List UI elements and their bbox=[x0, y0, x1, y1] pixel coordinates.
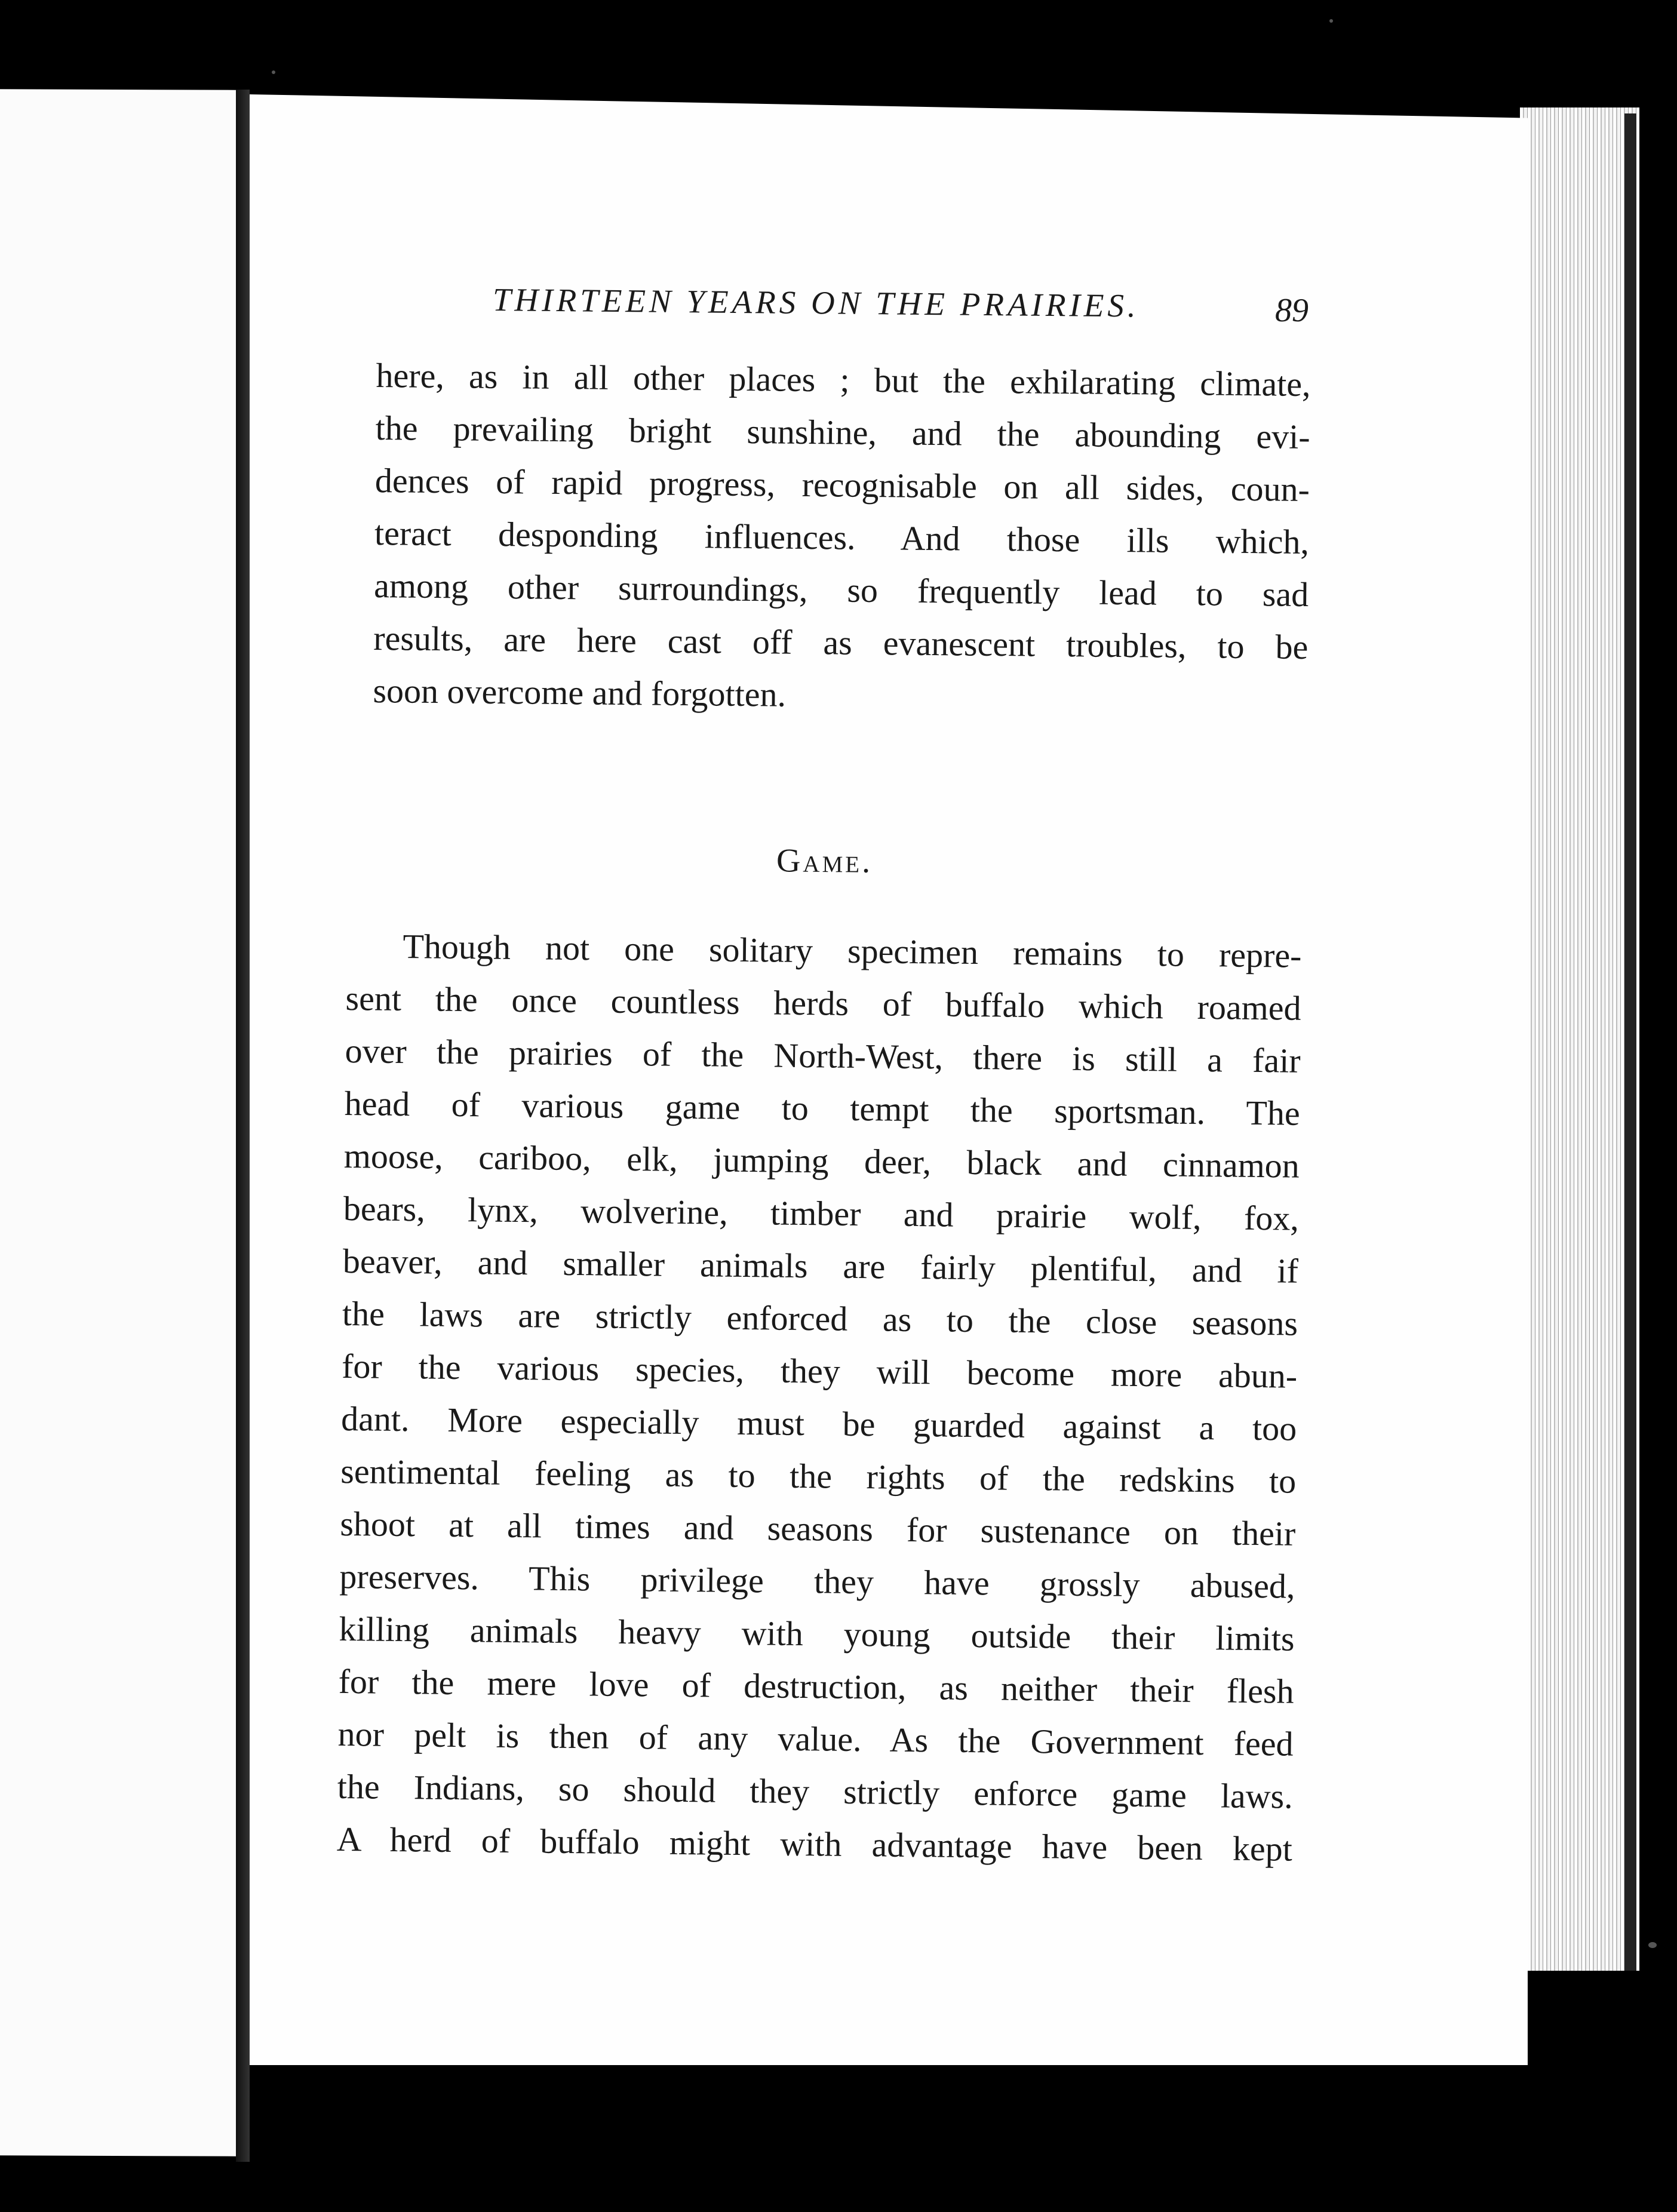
text-line: the prevailing bright sunshine, and the abounding evi- bbox=[375, 408, 1310, 457]
text-line: Though not one solitary specimen remains to repre- bbox=[403, 926, 1302, 975]
text-line: bears, lynx, wolverine, timber and prairie wolf, fox, bbox=[343, 1188, 1300, 1238]
text-line: dant. More especially must be guarded against a too bbox=[340, 1399, 1297, 1448]
text-line: teract desponding influences. And those ills which, bbox=[374, 513, 1310, 562]
text-line: A herd of buffalo might with advantage have been kept bbox=[336, 1819, 1293, 1869]
running-head: THIRTEEN YEARS ON THE PRAIRIES. bbox=[492, 281, 1140, 324]
text-line: sent the once countless herds of buffalo which roamed bbox=[345, 978, 1301, 1028]
text-line: sentimental feeling as to the rights of the redskins to bbox=[340, 1451, 1297, 1501]
text-line: over the prairies of the North-West, there is still a fair bbox=[345, 1031, 1301, 1080]
text-line: here, as in all other places ; but the exhilarating climate, bbox=[376, 355, 1311, 404]
text-line: soon overcome and forgotten. bbox=[373, 671, 787, 714]
text-line: dences of rapid progress, recognisable on all sides, coun- bbox=[374, 460, 1310, 509]
text-line: for the various species, they will become more abun- bbox=[341, 1346, 1298, 1396]
page-number: 89 bbox=[1275, 292, 1309, 329]
scan-speck bbox=[272, 70, 275, 74]
text-line: nor pelt is then of any value. As the Government feed bbox=[337, 1714, 1294, 1764]
text-line: shoot at all times and seasons for sustenance on their bbox=[340, 1504, 1296, 1553]
paragraph-game bbox=[336, 920, 1301, 1876]
book-gutter bbox=[236, 90, 250, 2162]
text-line: results, are here cast off as evanescent troubles, to be bbox=[373, 618, 1309, 666]
page-edge-stack bbox=[1520, 107, 1639, 1971]
section-heading: Game. bbox=[776, 842, 873, 880]
scan-speck bbox=[1648, 1942, 1657, 1948]
text-line: the Indians, so should they strictly enforce game laws. bbox=[337, 1766, 1294, 1816]
left-facing-page bbox=[0, 89, 236, 2156]
text-line: beaver, and smaller animals are fairly plentiful, and if bbox=[342, 1241, 1299, 1291]
text-line: the laws are strictly enforced as to the close seasons bbox=[342, 1294, 1298, 1343]
text-line: killing animals heavy with young outside their limits bbox=[339, 1609, 1295, 1658]
text-line: for the mere love of destruction, as neither their flesh bbox=[338, 1661, 1294, 1711]
text-line: moose, cariboo, elk, jumping deer, black and cinnamon bbox=[343, 1136, 1300, 1185]
book-cover-edge bbox=[1624, 113, 1636, 1971]
scan-speck bbox=[1329, 19, 1333, 23]
text-line: among other surroundings, so frequently lead to sad bbox=[373, 566, 1309, 615]
text-line: head of various game to tempt the sportsman. The bbox=[344, 1083, 1301, 1133]
paragraph-continued bbox=[373, 349, 1311, 726]
text-line: preserves. This privilege they have grossly abused, bbox=[339, 1556, 1295, 1606]
